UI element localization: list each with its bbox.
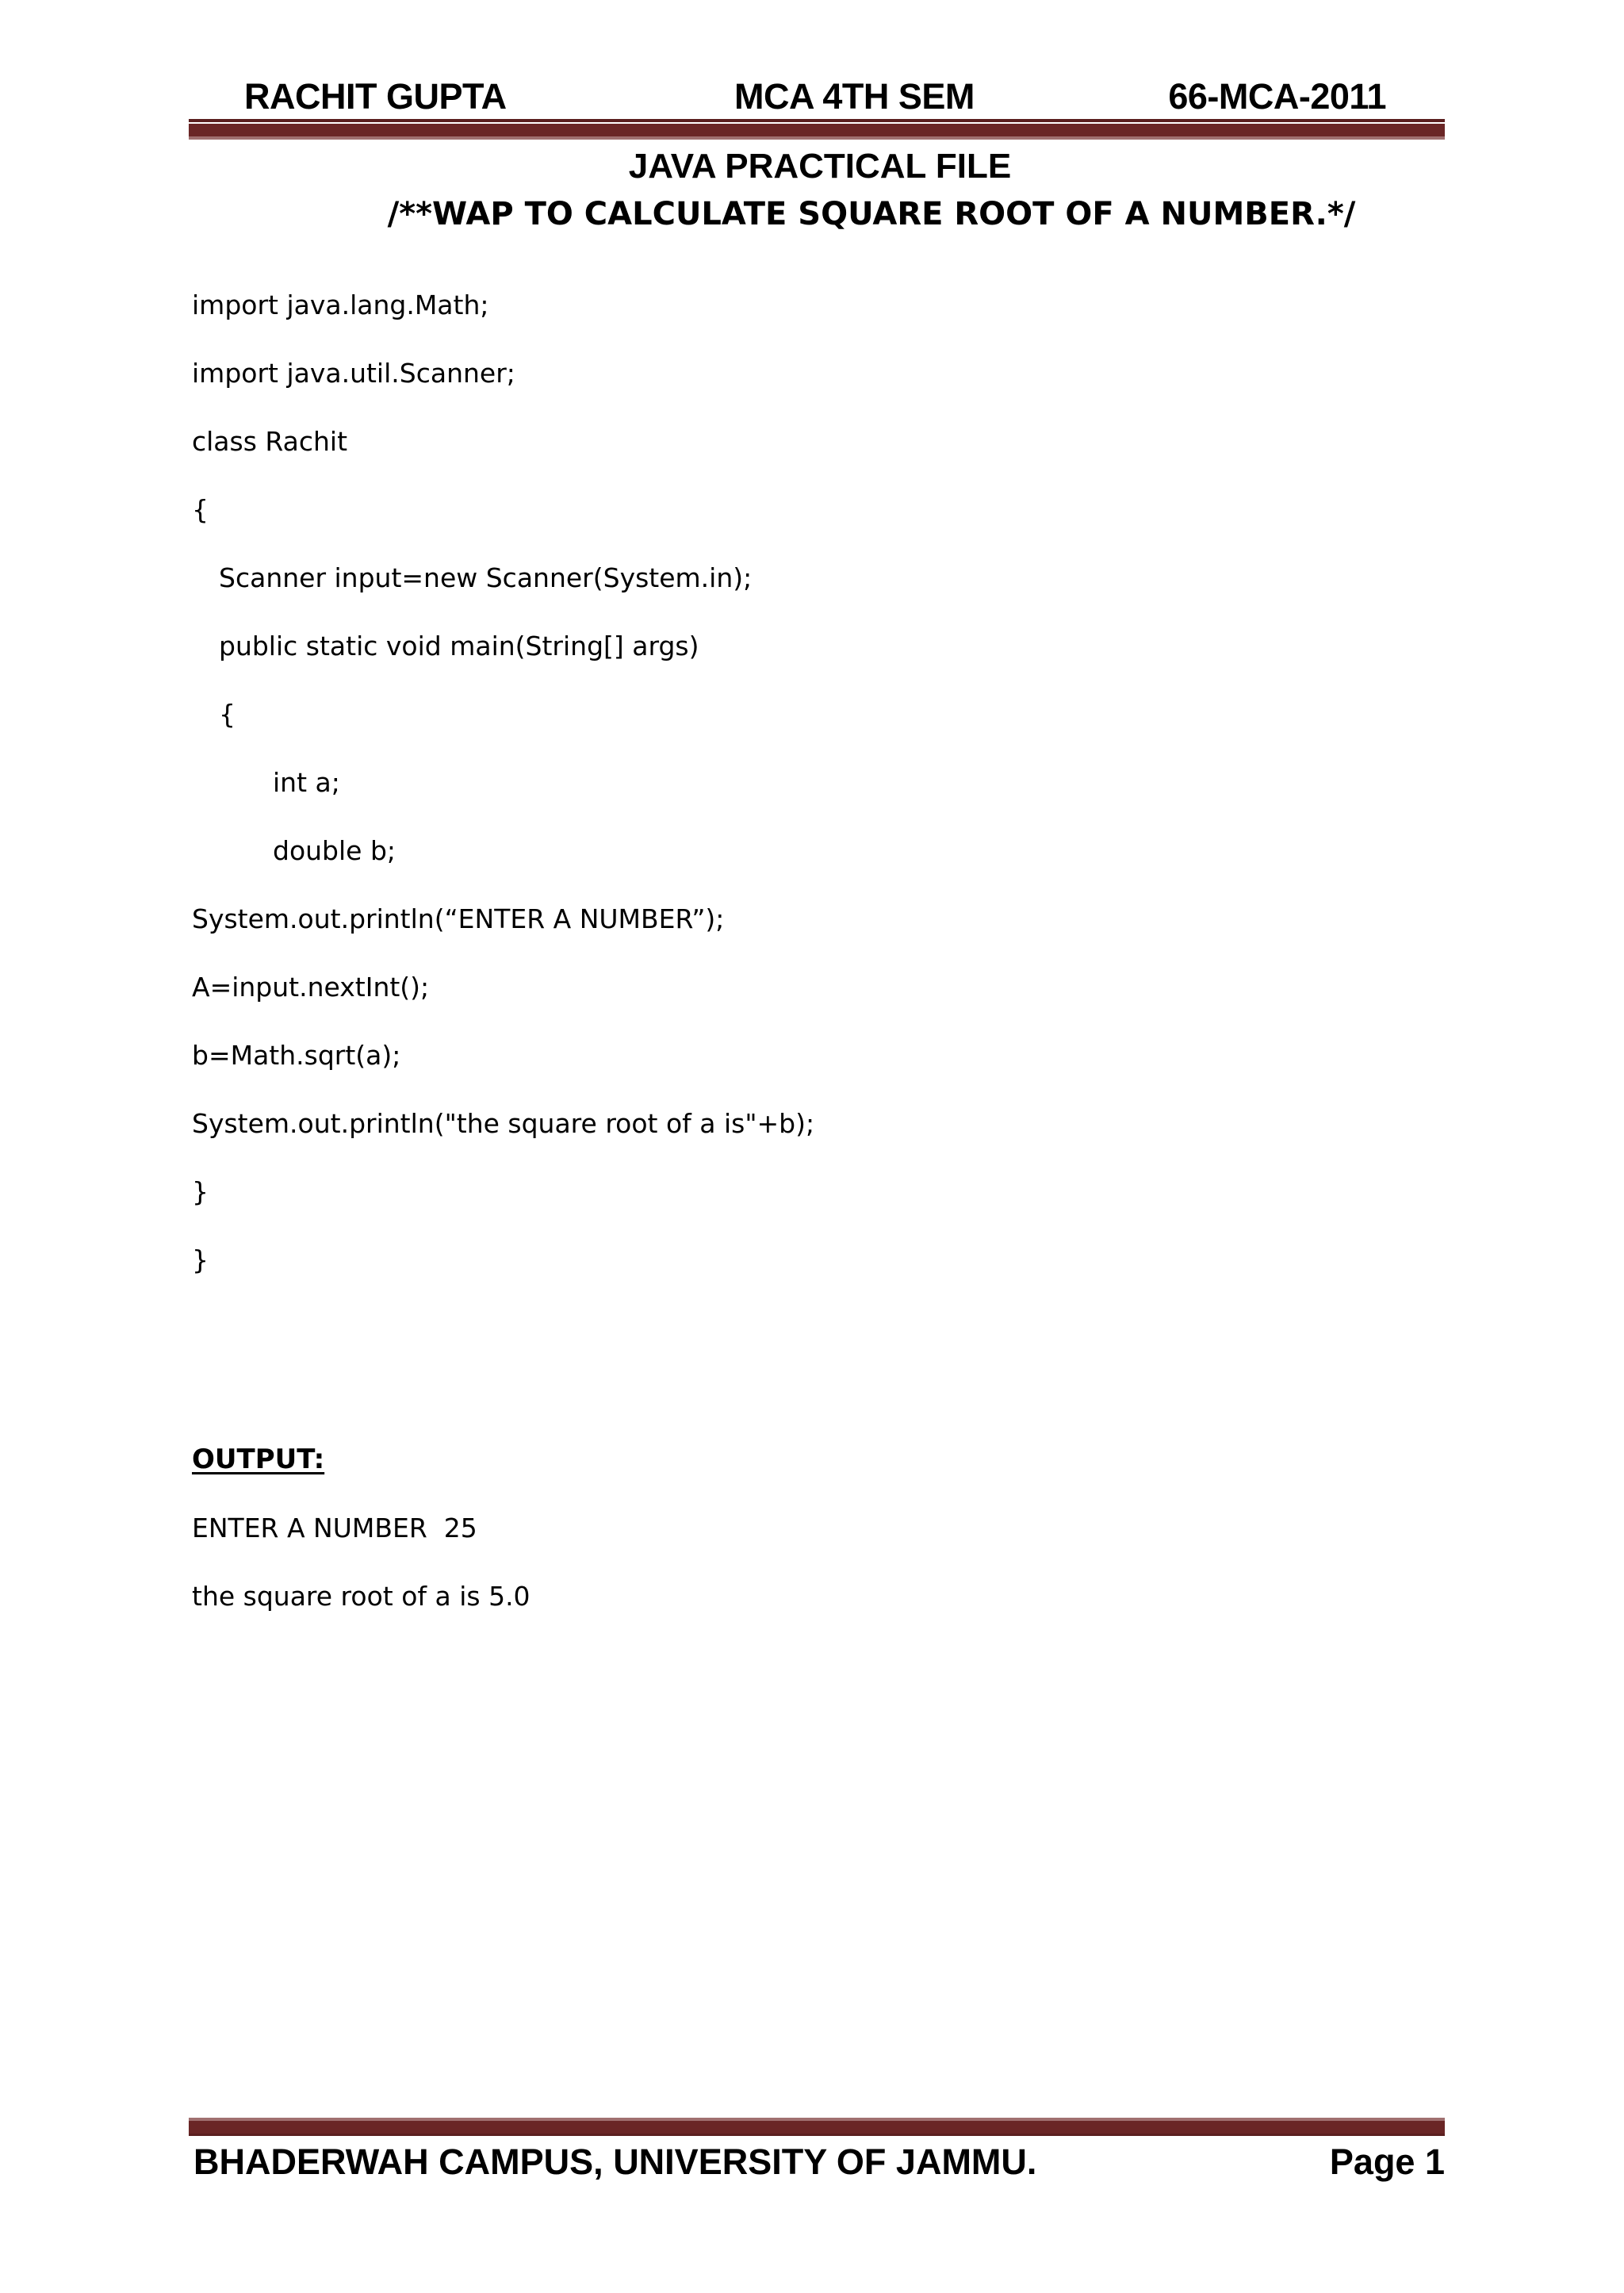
header-roll-number: 66-MCA-2011 bbox=[1168, 76, 1386, 117]
header-rule-thick bbox=[189, 124, 1445, 136]
page-number: Page 1 bbox=[1329, 2142, 1445, 2182]
output-line: the square root of a is 5.0 bbox=[192, 1581, 530, 1612]
header-rule-shade bbox=[189, 136, 1445, 140]
code-line: A=input.nextInt(); bbox=[192, 972, 430, 1003]
output-heading: OUTPUT: bbox=[192, 1444, 325, 1475]
code-line: double b; bbox=[273, 835, 396, 866]
program-description: /**WAP TO CALCULATE SQUARE ROOT OF A NUMBER.*/ bbox=[387, 196, 1356, 232]
code-line: import java.util.Scanner; bbox=[192, 358, 515, 389]
footer-rule-thin bbox=[189, 2134, 1445, 2136]
code-line: System.out.println("the square root of a is"+b); bbox=[192, 1108, 815, 1139]
header-course: MCA 4TH SEM bbox=[734, 76, 975, 117]
page-header bbox=[190, 73, 1443, 121]
code-line: class Rachit bbox=[192, 426, 348, 457]
code-line: } bbox=[192, 1244, 209, 1275]
code-line: b=Math.sqrt(a); bbox=[192, 1040, 401, 1071]
code-line: System.out.println(“ENTER A NUMBER”); bbox=[192, 903, 725, 934]
code-line: } bbox=[192, 1176, 209, 1207]
footer-rule-thick bbox=[189, 2121, 1445, 2134]
code-line: { bbox=[219, 699, 236, 730]
code-line: public static void main(String[] args) bbox=[219, 631, 699, 661]
header-student-name: RACHIT GUPTA bbox=[244, 76, 507, 117]
header-rule-thin bbox=[189, 119, 1445, 122]
footer-institution: BHADERWAH CAMPUS, UNIVERSITY OF JAMMU. bbox=[193, 2142, 1037, 2182]
output-line: ENTER A NUMBER 25 bbox=[192, 1513, 477, 1543]
code-line: Scanner input=new Scanner(System.in); bbox=[219, 562, 753, 593]
document-title: JAVA PRACTICAL FILE bbox=[628, 147, 1012, 186]
code-line: { bbox=[192, 494, 209, 525]
code-line: int a; bbox=[273, 767, 340, 798]
code-line: import java.lang.Math; bbox=[192, 290, 489, 320]
